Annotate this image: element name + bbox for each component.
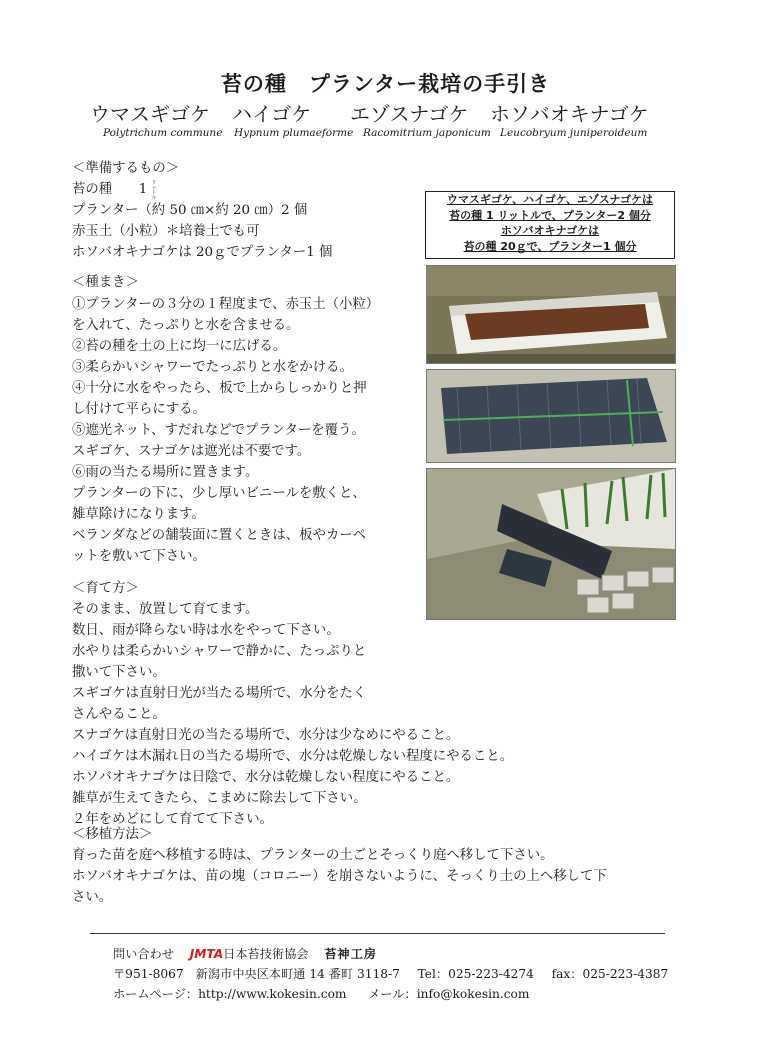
outdoor-planters-illustration <box>427 469 675 619</box>
note-line: 苔の種 20ｇで、プランター1 個分 <box>463 239 637 253</box>
contact-label: 問い合わせ <box>113 947 174 961</box>
growing-line: ２年をめどにして育てて下さい。 <box>72 812 273 827</box>
transplant-line: 育った苗を庭へ移植する時は、プランターの土ごとそっくり庭へ移して下さい。 <box>72 848 554 863</box>
studio-name: 苔神工房 <box>324 947 377 961</box>
footer-divider <box>90 933 665 934</box>
shade-net-planter-photo <box>426 369 676 463</box>
seed-unit: リットル <box>151 180 157 201</box>
homepage-link[interactable]: ホームページ：http://www.kokesin.com <box>113 987 347 1001</box>
email-link[interactable]: メール：info@kokesin.com <box>368 987 530 1001</box>
note-line: 苔の種 1 リットルで、プランター2 個分 <box>449 208 651 222</box>
seed-qty: 1 <box>138 182 148 197</box>
phone: Tel：025-223-4274 <box>417 967 534 981</box>
growing-line: そのまま、放置して育てます。 <box>72 602 259 617</box>
species-name-latin: Leucobryum juniperoideum <box>500 127 648 139</box>
footer-web-line <box>113 985 529 1002</box>
fax: fax：025-223-4387 <box>551 967 669 981</box>
species-name-jp: ホソバオキナゴケ <box>490 102 649 126</box>
prepare-item: プランター（約 50 ㎝×約 20 ㎝）2 個 <box>72 203 308 218</box>
planter-with-soil-photo <box>426 265 676 364</box>
seed-label: 苔の種 <box>72 182 113 197</box>
sowing-step: ④十分に水をやったら、板で上からしっかりと押 <box>72 381 367 396</box>
sowing-step: し付けて平らにする。 <box>72 402 206 417</box>
growing-line: さんやること。 <box>72 707 166 722</box>
growing-line: ホソバオキナゴケは日陰で、水分は乾燥しない程度にやること。 <box>72 770 460 785</box>
growing-line: 水やりは柔らかいシャワーで静かに、たっぷりと <box>72 644 367 659</box>
growing-line: 撒いて下さい。 <box>72 665 166 680</box>
species-name-latin: Racomitrium japonicum <box>363 127 491 139</box>
seed-quantity-note <box>425 191 675 259</box>
section-heading-sowing: ＜種まき＞ <box>72 275 139 290</box>
association-name: 日本苔技術協会 <box>223 947 309 961</box>
growing-line: ハイゴケは木漏れ日の当たる場所で、水分は乾燥しない程度にやること。 <box>72 749 514 764</box>
transplant-line: さい。 <box>72 890 113 905</box>
species-name-latin: Hypnum plumaeforme <box>234 127 354 139</box>
sowing-step: スギゴケ、スナゴケは遮光は不要です。 <box>72 444 311 459</box>
sowing-step: ②苔の種を土の上に均一に広げる。 <box>72 339 287 354</box>
planters-outdoor-photo <box>426 468 676 620</box>
sowing-step: ③柔らかいシャワーでたっぷりと水をかける。 <box>72 360 353 375</box>
growing-line: 雑草が生えてきたら、こまめに除去して下さい。 <box>72 791 367 806</box>
growing-line: スギゴケは直射日光が当たる場所で、水分をたく <box>72 686 367 701</box>
sowing-step: ⑤遮光ネット、すだれなどでプランターを覆う。 <box>72 423 365 438</box>
section-heading-transplant: ＜移植方法＞ <box>72 827 153 842</box>
sowing-step: ①プランターの３分の１程度まで、赤玉土（小粒） <box>72 297 380 312</box>
transplant-line: ホソバオキナゴケは、苗の塊（コロニー）を崩さないように、そっくり土の上へ移して下 <box>72 869 607 884</box>
species-name-jp: エゾスナゴケ <box>350 102 469 126</box>
sowing-step: プランターの下に、少し厚いビニールを敷くと、 <box>72 486 366 501</box>
prepare-item: 赤玉土（小粒）＊培養土でも可 <box>72 224 260 239</box>
section-heading-growing: ＜育て方＞ <box>72 581 139 596</box>
sowing-step: 雑草除けになります。 <box>72 507 205 522</box>
note-line: ウマスギゴケ、ハイゴケ、エゾスナゴケは <box>446 193 654 206</box>
sowing-step: を入れて、たっぷりと水を含ませる。 <box>72 318 300 333</box>
address: 〒951-8067 新潟市中央区本町通 14 番町 3118-7 <box>113 967 400 981</box>
page-title: 苔の種 プランター栽培の手引き <box>220 72 551 96</box>
growing-line: スナゴケは直射日光の当たる場所で、水分は少なめにやること。 <box>72 728 460 743</box>
shade-net-illustration <box>427 370 675 462</box>
footer-address-line <box>113 965 668 982</box>
planter-soil-illustration <box>427 266 675 363</box>
prepare-seed-line <box>72 179 158 201</box>
sowing-step: ットを敷いて下さい。 <box>72 549 206 564</box>
sowing-step: ベランダなどの舗装面に置くときは、板やカーペ <box>72 528 367 543</box>
growing-line: 数日、雨が降らない時は水をやって下さい。 <box>72 623 340 638</box>
footer-contact-line <box>113 945 377 962</box>
sowing-step: ⑥雨の当たる場所に置きます。 <box>72 465 259 480</box>
section-heading-prepare: ＜準備するもの＞ <box>72 161 180 176</box>
jmta-logo: JMTA <box>189 947 224 961</box>
note-line: ホソバオキナゴケは <box>500 224 600 237</box>
species-name-jp: ハイゴケ <box>232 102 312 126</box>
species-name-jp: ウマスギゴケ <box>90 102 210 126</box>
prepare-item: ホソバオキナゴケは 20ｇでプランター1 個 <box>72 245 333 260</box>
species-name-latin: Polytrichum commune <box>103 127 223 139</box>
